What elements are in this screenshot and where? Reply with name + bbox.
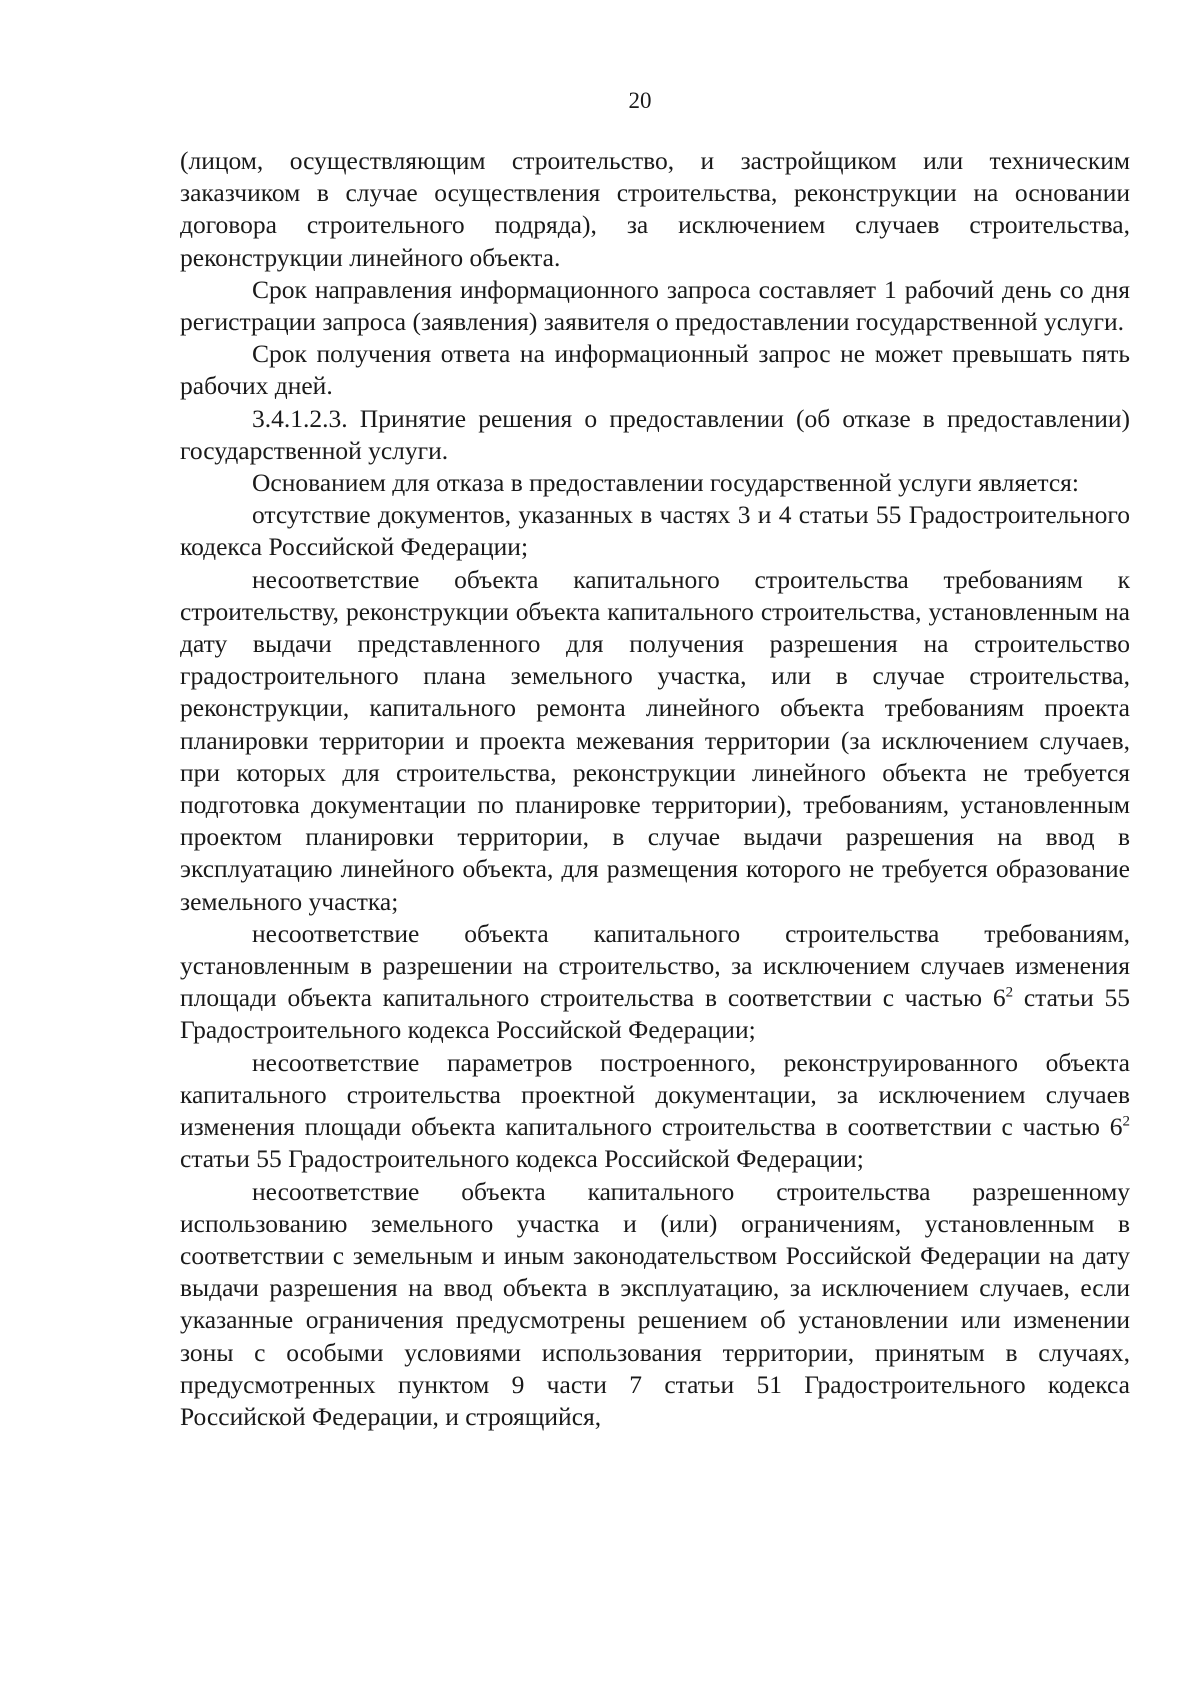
paragraph-8-text-end: статьи 55 Градостроительного кодекса Российской Федерации; <box>180 983 1130 1045</box>
paragraph-9-text: несоответствие параметров построенного, реконструированного объекта капитального строительства проектной документации, за исключением случаев изменения площади объекта капитального строительства в соответствии с частью 6 <box>180 1047 1130 1142</box>
paragraph-6: отсутствие документов, указанных в частях 3 и 4 статьи 55 Градостроительного кодекса Российской Федерации; <box>180 500 1130 562</box>
superscript: 2 <box>1005 984 1014 1001</box>
paragraph-9-text-end: статьи 55 Градостроительного кодекса Российской Федерации; <box>180 1144 864 1174</box>
paragraph-1: (лицом, осуществляющим строительство, и застройщиком или техническим заказчиком в случае осуществления строительства, реконструкции на основании договора строительного подряда), за исключением случаев строительства, реконструкции линейного объекта. <box>180 146 1130 272</box>
paragraph-9 <box>180 1047 1130 1176</box>
paragraph-4: 3.4.1.2.3. Принятие решения о предоставлении (об отказе в предоставлении) государственной услуги. <box>180 403 1130 465</box>
page-number: 20 <box>628 88 652 113</box>
paragraph-5: Основанием для отказа в предоставлении государственной услуги является: <box>252 468 1079 498</box>
document-body <box>180 145 1130 1433</box>
paragraph-7: несоответствие объекта капитального строительства требованиям к строительству, реконструкции объекта капитального строительства, установленным на дату выдачи представленного для получения разрешения на строительство градостроительного плана земельного участка, или в случае строительства, реконструкции, капитального ремонта линейного объекта требованиям проекта планировки территории и проекта межевания территории (за исключением случаев, при которых для строительства, реконструкции линейного объекта не требуется подготовка документации по планировке территории), требованиям, установленным проектом планировки территории, в случае выдачи разрешения на ввод в эксплуатацию линейного объекта, для размещения которого не требуется образование земельного участка; <box>180 564 1130 916</box>
paragraph-8-text: несоответствие объекта капитального строительства требованиям, установленным в разрешении на строительство, за исключением случаев изменения площади объекта капитального строительства в соответствии с частью 6 <box>180 918 1130 1013</box>
paragraph-3: Срок получения ответа на информационный запрос не может превышать пять рабочих дней. <box>180 339 1130 401</box>
paragraph-10: несоответствие объекта капитального строительства разрешенному использованию земельного участка и (или) ограничениям, установленным в соответствии с земельным и иным законодательством Российской Федерации на дату выдачи разрешения на ввод объекта в эксплуатацию, за исключением случаев, если указанные ограничения предусмотрены решением об установлении или изменении зоны с особыми условиями использования территории, принятым в случаях, предусмотренных пунктом 9 части 7 статьи 51 Градостроительного кодекса Российской Федерации, и строящийся, <box>180 1176 1130 1431</box>
superscript: 2 <box>1122 1113 1130 1130</box>
paragraph-8 <box>180 918 1130 1047</box>
paragraph-2: Срок направления информационного запроса составляет 1 рабочий день со дня регистрации запроса (заявления) заявителя о предоставлении государственной услуги. <box>180 274 1130 337</box>
